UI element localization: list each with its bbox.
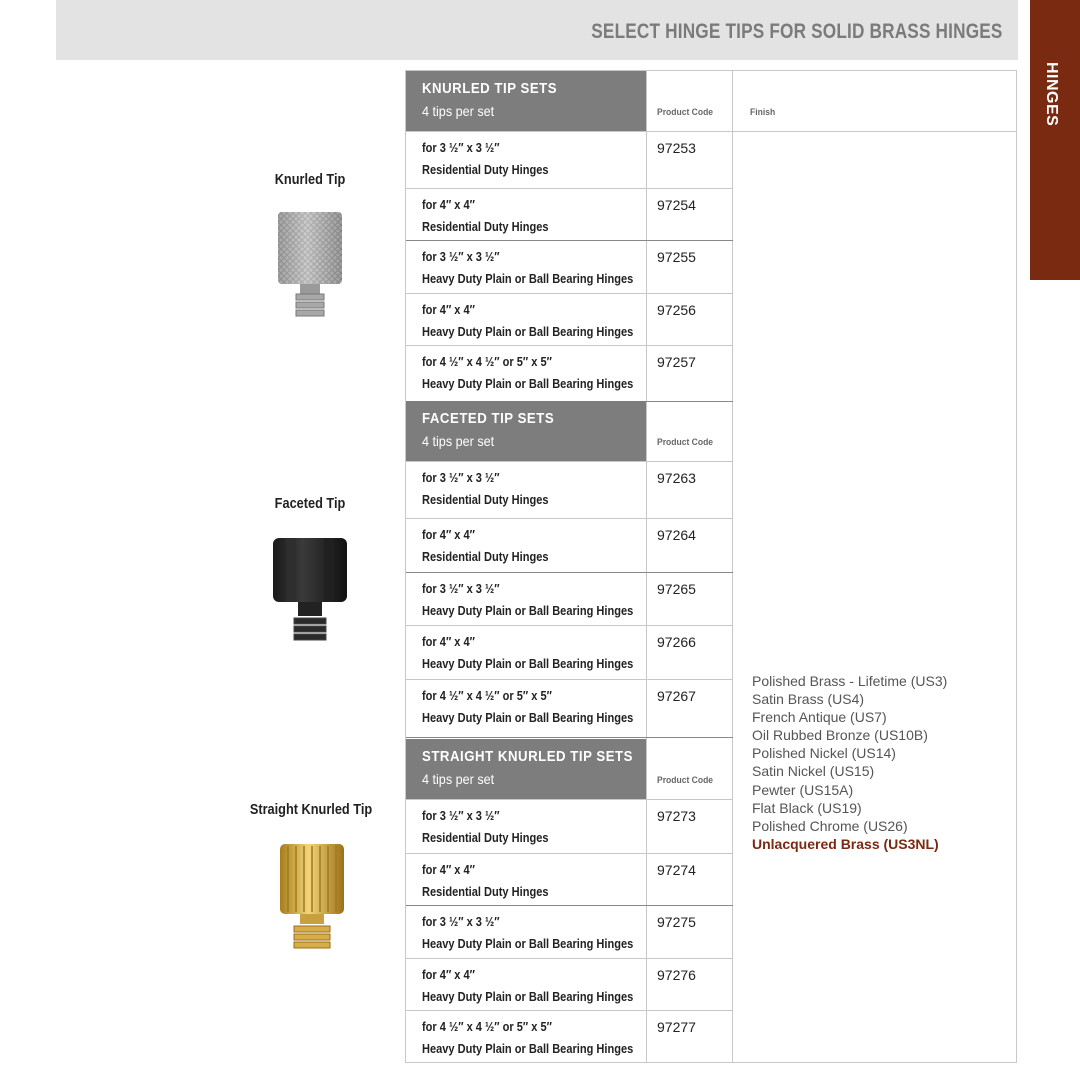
page-header-bar (56, 0, 1018, 60)
row-rule (406, 461, 733, 462)
row-description: Residential Duty Hinges (422, 884, 549, 899)
row-rule (406, 345, 733, 346)
table-row (406, 518, 733, 572)
product-code: 97253 (657, 140, 696, 156)
row-size: for 4″ x 4″ (422, 967, 475, 982)
finish-column-header: Finish (750, 107, 776, 118)
finish-item: Flat Black (US19) (752, 799, 862, 816)
section-subtitle: 4 tips per set (422, 771, 495, 787)
finish-item: French Antique (US7) (752, 709, 887, 726)
product-code: 97273 (657, 808, 696, 824)
section-subtitle: 4 tips per set (422, 433, 495, 449)
finish-item: Satin Nickel (US15) (752, 763, 875, 780)
faceted-tip-image (266, 530, 356, 648)
section-tab-label: HINGES (1043, 62, 1060, 127)
straight-knurled-tip-label: Straight Knurled Tip (249, 801, 373, 818)
product-code: 97264 (657, 527, 696, 543)
row-rule (406, 131, 733, 132)
row-rule (406, 518, 733, 519)
finish-item: Oil Rubbed Bronze (US10B) (752, 727, 928, 744)
product-code: 97254 (657, 197, 696, 213)
product-code: 97256 (657, 302, 696, 318)
product-code: 97263 (657, 470, 696, 486)
table-row (406, 572, 733, 625)
product-table (405, 70, 1017, 1063)
finish-item: Polished Chrome (US26) (752, 817, 908, 834)
table-row (406, 461, 733, 518)
table-row (406, 1010, 733, 1064)
row-size: for 3 ½″ x 3 ½″ (422, 470, 500, 485)
product-code-column-header: Product Code (657, 775, 714, 786)
product-code-column-header: Product Code (657, 107, 714, 118)
row-size: for 4″ x 4″ (422, 527, 475, 542)
row-description: Residential Duty Hinges (422, 830, 549, 845)
row-description: Residential Duty Hinges (422, 549, 549, 564)
table-row (406, 345, 733, 401)
row-rule (406, 679, 733, 680)
product-code: 97276 (657, 967, 696, 983)
row-description: Heavy Duty Plain or Ball Bearing Hinges (422, 324, 634, 339)
row-size: for 4 ½″ x 4 ½″ or 5″ x 5″ (422, 688, 552, 703)
table-row (406, 293, 733, 345)
table-row (406, 958, 733, 1010)
finish-header-rule (732, 131, 1016, 132)
row-description: Heavy Duty Plain or Ball Bearing Hinges (422, 710, 634, 725)
row-rule (406, 958, 733, 959)
row-size: for 3 ½″ x 3 ½″ (422, 914, 500, 929)
row-rule (406, 905, 733, 906)
section-header (406, 71, 646, 131)
section-subtitle: 4 tips per set (422, 103, 495, 119)
row-description: Heavy Duty Plain or Ball Bearing Hinges (422, 656, 634, 671)
product-code: 97255 (657, 249, 696, 265)
finish-item: Polished Nickel (US14) (752, 745, 896, 762)
finish-item: Polished Brass - Lifetime (US3) (752, 673, 948, 689)
row-size: for 3 ½″ x 3 ½″ (422, 140, 500, 155)
row-rule (406, 240, 733, 241)
row-description: Heavy Duty Plain or Ball Bearing Hinges (422, 936, 634, 951)
row-description: Residential Duty Hinges (422, 492, 549, 507)
table-row (406, 625, 733, 679)
product-code: 97274 (657, 862, 696, 878)
row-size: for 4″ x 4″ (422, 862, 475, 877)
section-rule (406, 737, 733, 738)
row-rule (406, 1010, 733, 1011)
table-row (406, 188, 733, 240)
row-size: for 3 ½″ x 3 ½″ (422, 581, 500, 596)
finish-list (752, 672, 947, 853)
faceted-tip-label: Faceted Tip (274, 495, 346, 512)
row-description: Residential Duty Hinges (422, 219, 549, 234)
straight-knurled-tip-image (272, 840, 352, 956)
section-tab[interactable] (1030, 0, 1080, 280)
product-code: 97267 (657, 688, 696, 704)
table-row (406, 853, 733, 905)
product-code: 97257 (657, 354, 696, 370)
knurled-tip-image (266, 204, 356, 324)
section-header (406, 401, 646, 461)
product-code-column-header: Product Code (657, 437, 714, 448)
row-size: for 3 ½″ x 3 ½″ (422, 249, 500, 264)
finish-item: Pewter (US15A) (752, 781, 854, 798)
row-size: for 4 ½″ x 4 ½″ or 5″ x 5″ (422, 354, 552, 369)
product-code: 97265 (657, 581, 696, 597)
row-rule (406, 188, 733, 189)
product-code: 97266 (657, 634, 696, 650)
page-title: SELECT HINGE TIPS FOR SOLID BRASS HINGES (591, 20, 1003, 43)
row-size: for 4″ x 4″ (422, 197, 475, 212)
row-description: Heavy Duty Plain or Ball Bearing Hinges (422, 603, 634, 618)
row-size: for 4″ x 4″ (422, 302, 475, 317)
section-title: FACETED TIP SETS (422, 410, 555, 427)
row-rule (406, 853, 733, 854)
finish-item-highlight: Unlacquered Brass (US3NL) (752, 835, 939, 852)
row-rule (406, 799, 733, 800)
row-rule (406, 572, 733, 573)
product-code: 97275 (657, 914, 696, 930)
row-description: Heavy Duty Plain or Ball Bearing Hinges (422, 1041, 634, 1056)
row-rule (406, 293, 733, 294)
row-size: for 4″ x 4″ (422, 634, 475, 649)
table-row (406, 240, 733, 293)
row-description: Residential Duty Hinges (422, 162, 549, 177)
table-row (406, 679, 733, 737)
row-description: Heavy Duty Plain or Ball Bearing Hinges (422, 271, 634, 286)
section-header (406, 739, 646, 799)
knurled-tip-label: Knurled Tip (274, 171, 346, 188)
table-row (406, 905, 733, 958)
row-size: for 4 ½″ x 4 ½″ or 5″ x 5″ (422, 1019, 552, 1034)
row-description: Heavy Duty Plain or Ball Bearing Hinges (422, 989, 634, 1004)
row-description: Heavy Duty Plain or Ball Bearing Hinges (422, 376, 634, 391)
product-code: 97277 (657, 1019, 696, 1035)
row-rule (406, 625, 733, 626)
table-row (406, 131, 733, 188)
table-row (406, 799, 733, 853)
row-size: for 3 ½″ x 3 ½″ (422, 808, 500, 823)
section-title: STRAIGHT KNURLED TIP SETS (422, 748, 633, 765)
section-title: KNURLED TIP SETS (422, 80, 558, 97)
finish-item: Satin Brass (US4) (752, 691, 865, 708)
